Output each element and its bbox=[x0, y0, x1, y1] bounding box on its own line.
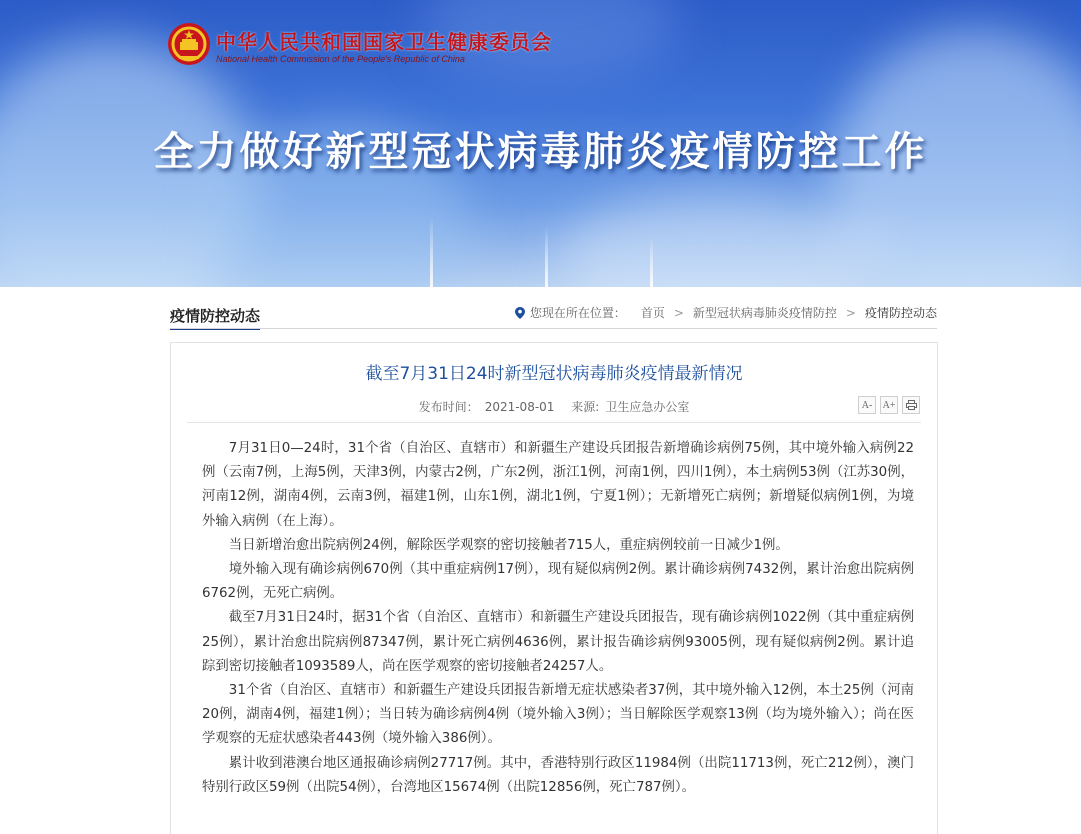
org-name-cn[interactable]: 中华人民共和国国家卫生健康委员会 bbox=[216, 30, 552, 54]
breadcrumb bbox=[515, 304, 937, 321]
source-name: 卫生应急办公室 bbox=[605, 400, 690, 414]
banner-light-streak bbox=[545, 227, 548, 287]
article-paragraph: 境外输入现有确诊病例670例（其中重症病例17例），现有疑似病例2例。累计确诊病例7432例，累计治愈出院病例6762例，无死亡病例。 bbox=[202, 562, 914, 602]
article-paragraph: 7月31日0—24时，31个省（自治区、直辖市）和新疆生产建设兵团报告新增确诊病例75例，其中境外输入病例22例（云南7例，上海5例，天津3例，内蒙古2例，广东2例，浙江1例，河南1例，四川1例），本土病例53例（江苏30例，河南12例，湖南4例，云南3例，福建1例，山东1例，湖北1例，宁夏1例）；无新增死亡病例；新增疑似病例1例，为境外输入病例（在上海）。 bbox=[202, 441, 914, 529]
article-paragraph: 当日新增治愈出院病例24例，解除医学观察的密切接触者715人，重症病例较前一日减少1例。 bbox=[228, 537, 789, 553]
print-button[interactable] bbox=[902, 396, 920, 414]
publish-date: 2021-08-01 bbox=[484, 400, 555, 414]
breadcrumb-current[interactable]: 疫情防控动态 bbox=[864, 306, 937, 320]
article-body bbox=[202, 437, 914, 800]
section-divider bbox=[170, 328, 937, 329]
font-increase-button[interactable]: A+ bbox=[880, 396, 898, 414]
article-card bbox=[170, 342, 938, 834]
banner-light-streak bbox=[650, 237, 653, 287]
section-title[interactable]: 疫情防控动态 bbox=[170, 305, 260, 330]
breadcrumb-prefix: 您现在所在位置： bbox=[529, 306, 626, 320]
font-decrease-button[interactable]: A- bbox=[858, 396, 876, 414]
printer-icon bbox=[906, 400, 917, 410]
header-banner bbox=[0, 0, 1081, 287]
publish-label: 发布时间： bbox=[418, 400, 479, 414]
location-pin-icon bbox=[515, 307, 525, 319]
breadcrumb-covid-section[interactable]: 新型冠状病毒肺炎疫情防控 bbox=[692, 306, 837, 320]
article-tools bbox=[858, 396, 920, 414]
article-paragraph: 截至7月31日24时，据31个省（自治区、直辖市）和新疆生产建设兵团报告，现有确诊病例1022例（其中重症病例25例），累计治愈出院病例87347例，累计死亡病例4636例，累计报告确诊病例93005例，现有疑似病例2例。累计追踪到密切接触者1093589人，尚在医学观察的密切接触者24257人。 bbox=[202, 610, 914, 674]
article-meta bbox=[171, 398, 937, 415]
breadcrumb-separator: > bbox=[845, 305, 856, 320]
org-name-en[interactable]: National Health Commission of the People's Republic of China bbox=[216, 54, 465, 64]
national-emblem-icon[interactable] bbox=[167, 22, 211, 66]
breadcrumb-home[interactable]: 首页 bbox=[640, 306, 665, 320]
breadcrumb-separator: > bbox=[673, 305, 684, 320]
source-label: 来源: bbox=[571, 400, 600, 414]
meta-divider bbox=[187, 422, 921, 423]
article-title: 截至7月31日24时新型冠状病毒肺炎疫情最新情况 bbox=[365, 364, 743, 384]
banner-title: 全力做好新型冠状病毒肺炎疫情防控工作 bbox=[153, 129, 928, 175]
banner-light-streak bbox=[430, 217, 433, 287]
article-paragraph: 累计收到港澳台地区通报确诊病例27717例。其中，香港特别行政区11984例（出院11713例，死亡212例），澳门特别行政区59例（出院54例），台湾地区15674例（出院12856例，死亡787例）。 bbox=[202, 755, 914, 795]
article-paragraph: 31个省（自治区、直辖市）和新疆生产建设兵团报告新增无症状感染者37例，其中境外输入12例，本土25例（河南20例，湖南4例，福建1例）；当日转为确诊病例4例（境外输入3例）；当日解除医学观察13例（均为境外输入）；尚在医学观察的无症状感染者443例（境外输入386例）。 bbox=[202, 683, 914, 747]
